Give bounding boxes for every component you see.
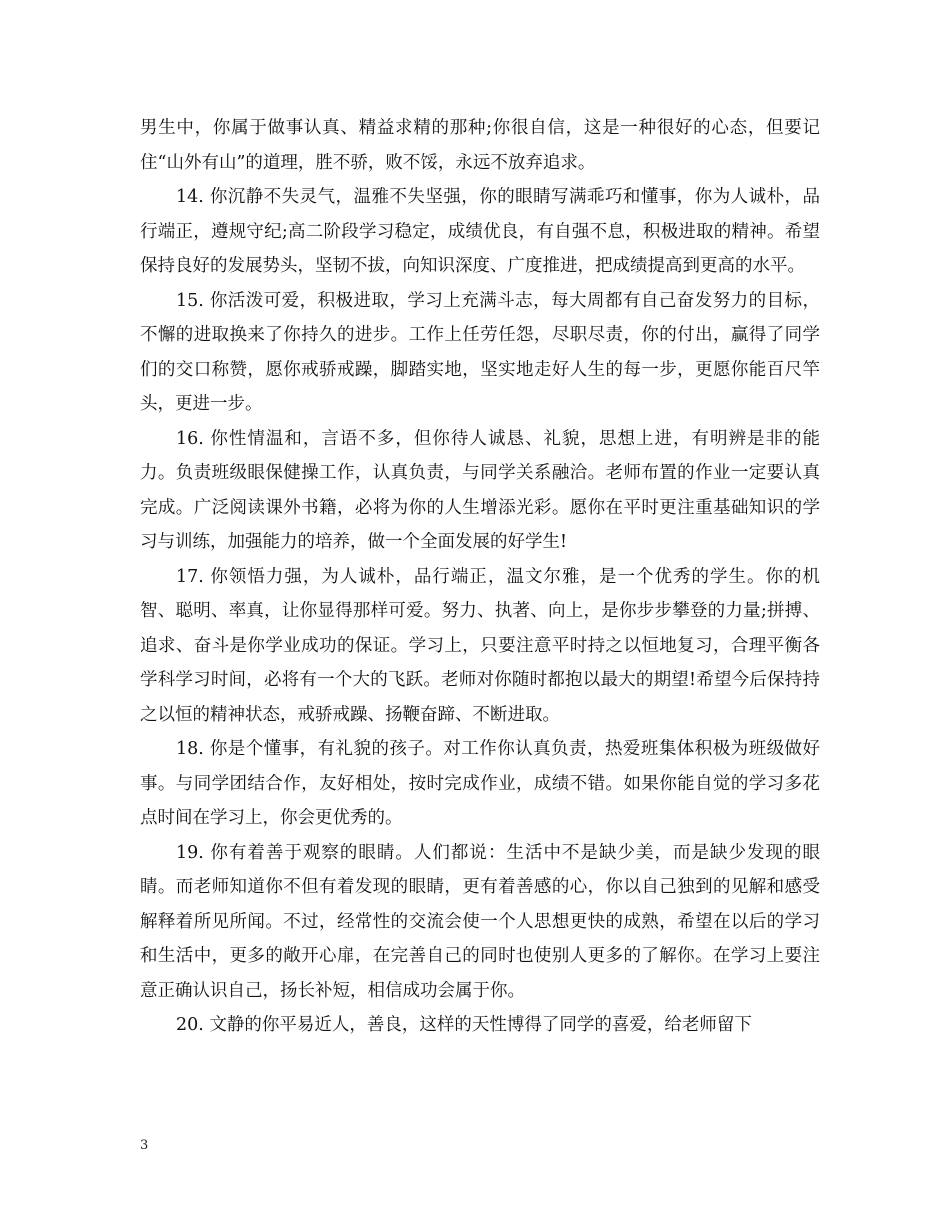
paragraph-comment-14: 14. 你沉静不失灵气，温雅不失坚强，你的眼睛写满乖巧和懂事，你为人诚朴，品行端正，遵规守纪;高二阶段学习稳定，成绩优良，有自强不息，积极进取的精神。希望保持良好的发展势头，坚韧不拔，向知识深度、广度推进，把成绩提高到更高的水平。 xyxy=(140,187,820,276)
paragraph-comment-15: 15. 你活泼可爱，积极进取，学习上充满斗志，每大周都有自己奋发努力的目标，不懈的进取换来了你持久的进步。工作上任劳任怨，尽职尽责，你的付出，赢得了同学们的交口称赞，愿你戒骄戒躁，脚踏实地，坚实地走好人生的每一步，更愿你能百尺竿头，更进一步。 xyxy=(140,290,820,414)
paragraph-comment-20: 20. 文静的你平易近人，善良，这样的天性博得了同学的喜爱，给老师留下 xyxy=(176,1015,752,1035)
paragraph-comment-18: 18. 你是个懂事，有礼貌的孩子。对工作你认真负责，热爱班集体积极为班级做好事。与同学团结合作，友好相处，按时完成作业，成绩不错。如果你能自觉的学习多花点时间在学习上，你会更优秀的。 xyxy=(140,739,820,828)
paragraph-continuation: 男生中，你属于做事认真、精益求精的那种;你很自信，这是一种很好的心态，但要记住“山外有山”的道理，胜不骄，败不馁，永远不放弃追求。 xyxy=(140,118,820,173)
page-number: 3 xyxy=(140,1138,149,1153)
document-body xyxy=(140,111,820,1043)
paragraph-comment-17: 17. 你领悟力强，为人诚朴，品行端正，温文尔雅，是一个优秀的学生。你的机智、聪明、率真，让你显得那样可爱。努力、执著、向上，是你步步攀登的力量;拼搏、追求、奋斗是你学业成功的保证。学习上，只要注意平时持之以恒地复习，合理平衡各学科学习时间，必将有一个大的飞跃。老师对你随时都抱以最大的期望!希望今后保持持之以恒的精神状态，戒骄戒躁、扬鞭奋蹄、不断进取。 xyxy=(140,566,820,725)
paragraph-comment-19: 19. 你有着善于观察的眼睛。人们都说：生活中不是缺少美，而是缺少发现的眼睛。而老师知道你不但有着发现的眼睛，更有着善感的心，你以自己独到的见解和感受解释着所见所闻。不过，经常性的交流会使一个人思想更快的成熟，希望在以后的学习和生活中，更多的敞开心扉，在完善自己的同时也使别人更多的了解你。在学习上要注意正确认识自己，扬长补短，相信成功会属于你。 xyxy=(140,842,820,1001)
paragraph-comment-16: 16. 你性情温和，言语不多，但你待人诚恳、礼貌，思想上进，有明辨是非的能力。负责班级眼保健操工作，认真负责，与同学关系融洽。老师布置的作业一定要认真完成。广泛阅读课外书籍，必将为你的人生增添光彩。愿你在平时更注重基础知识的学习与训练，加强能力的培养，做一个全面发展的好学生! xyxy=(140,428,820,552)
